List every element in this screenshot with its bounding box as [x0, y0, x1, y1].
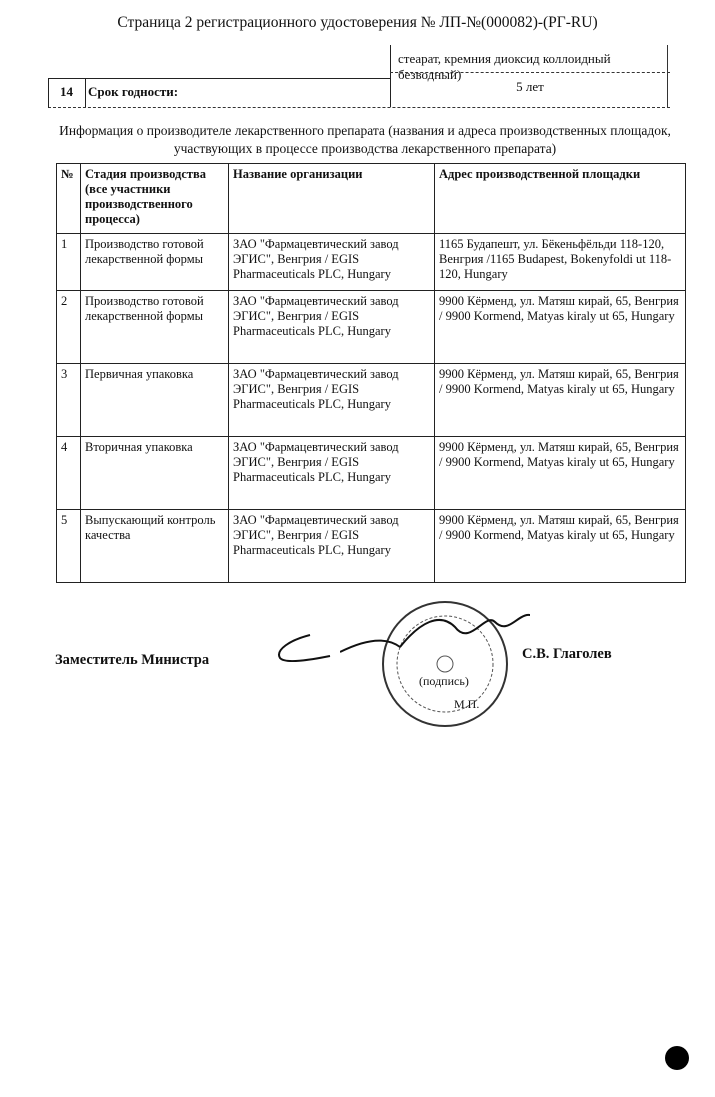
header-address: Адрес производственной площадки — [435, 164, 686, 234]
punch-hole-mark — [665, 1046, 689, 1070]
cell-stage: Вторичная упаковка — [81, 437, 229, 510]
header-stage: Стадия производства (все участники производственного процесса) — [81, 164, 229, 234]
signature-mark — [270, 630, 350, 670]
cell-org: ЗАО "Фармацевтический завод ЭГИС", Венгрия / EGIS Pharmaceuticals PLC, Hungary — [229, 510, 435, 583]
cell-org: ЗАО "Фармацевтический завод ЭГИС", Венгрия / EGIS Pharmaceuticals PLC, Hungary — [229, 234, 435, 291]
table-row — [57, 364, 686, 437]
cell-num: 4 — [57, 437, 81, 510]
continued-text: стеарат, кремния диоксид коллоидный безводный) — [398, 51, 611, 82]
cell-org: ЗАО "Фармацевтический завод ЭГИС", Венгрия / EGIS Pharmaceuticals PLC, Hungary — [229, 437, 435, 510]
signatory-position: Заместитель Министра — [55, 652, 210, 668]
cell-org: ЗАО "Фармацевтический завод ЭГИС", Венгрия / EGIS Pharmaceuticals PLC, Hungary — [229, 291, 435, 364]
cell-address: 1165 Будапешт, ул. Бёкеньфёльди 118-120, Венгрия /1165 Budapest, Bokenyfoldi ut 118-120, Hungary — [435, 234, 686, 291]
cell-stage: Производство готовой лекарственной формы — [81, 234, 229, 291]
header-org: Название организации — [229, 164, 435, 234]
cell-stage: Первичная упаковка — [81, 364, 229, 437]
cell-address: 9900 Кёрменд, ул. Матяш кирай, 65, Венгрия / 9900 Kormend, Matyas kiraly ut 65, Hungary — [435, 510, 686, 583]
cell-num: 1 — [57, 234, 81, 291]
table-row — [57, 437, 686, 510]
cell-num: 3 — [57, 364, 81, 437]
row-number: 14 — [60, 84, 73, 99]
cell-stage: Выпускающий контроль качества — [81, 510, 229, 583]
stamp-caption: М.П. — [454, 697, 480, 711]
cell-num: 5 — [57, 510, 81, 583]
cell-stage: Производство готовой лекарственной формы — [81, 291, 229, 364]
cell-address: 9900 Кёрменд, ул. Матяш кирай, 65, Венгрия / 9900 Kormend, Matyas kiraly ut 65, Hungary — [435, 437, 686, 510]
cell-num: 2 — [57, 291, 81, 364]
cell-org: ЗАО "Фармацевтический завод ЭГИС", Венгрия / EGIS Pharmaceuticals PLC, Hungary — [229, 364, 435, 437]
shelf-life-value: 5 лет — [516, 79, 544, 94]
manufacturer-table — [56, 163, 686, 583]
table-header-row — [57, 164, 686, 234]
table-row — [57, 510, 686, 583]
divider — [85, 78, 86, 107]
cell-address: 9900 Кёрменд, ул. Матяш кирай, 65, Венгрия / 9900 Kormend, Matyas kiraly ut 65, Hungary — [435, 364, 686, 437]
page-title: Страница 2 регистрационного удостоверения № ЛП-№(000082)-(РГ-RU) — [117, 14, 598, 31]
table-row — [57, 291, 686, 364]
header-num: № — [57, 164, 81, 234]
cell-address: 9900 Кёрменд, ул. Матяш кирай, 65, Венгрия / 9900 Kormend, Matyas kiraly ut 65, Hungary — [435, 291, 686, 364]
signature-caption: (подпись) — [419, 674, 469, 688]
signatory-name: С.В. Глаголев — [522, 646, 612, 662]
official-stamp — [340, 592, 530, 742]
top-table-fragment — [48, 45, 668, 109]
manufacturer-info-heading: Информация о производителе лекарственного препарата (названия и адреса производственных площадок, участвующих в процессе производства лекарственного препарата) — [59, 123, 671, 156]
shelf-life-label: Срок годности: — [88, 84, 179, 99]
table-row — [57, 234, 686, 291]
